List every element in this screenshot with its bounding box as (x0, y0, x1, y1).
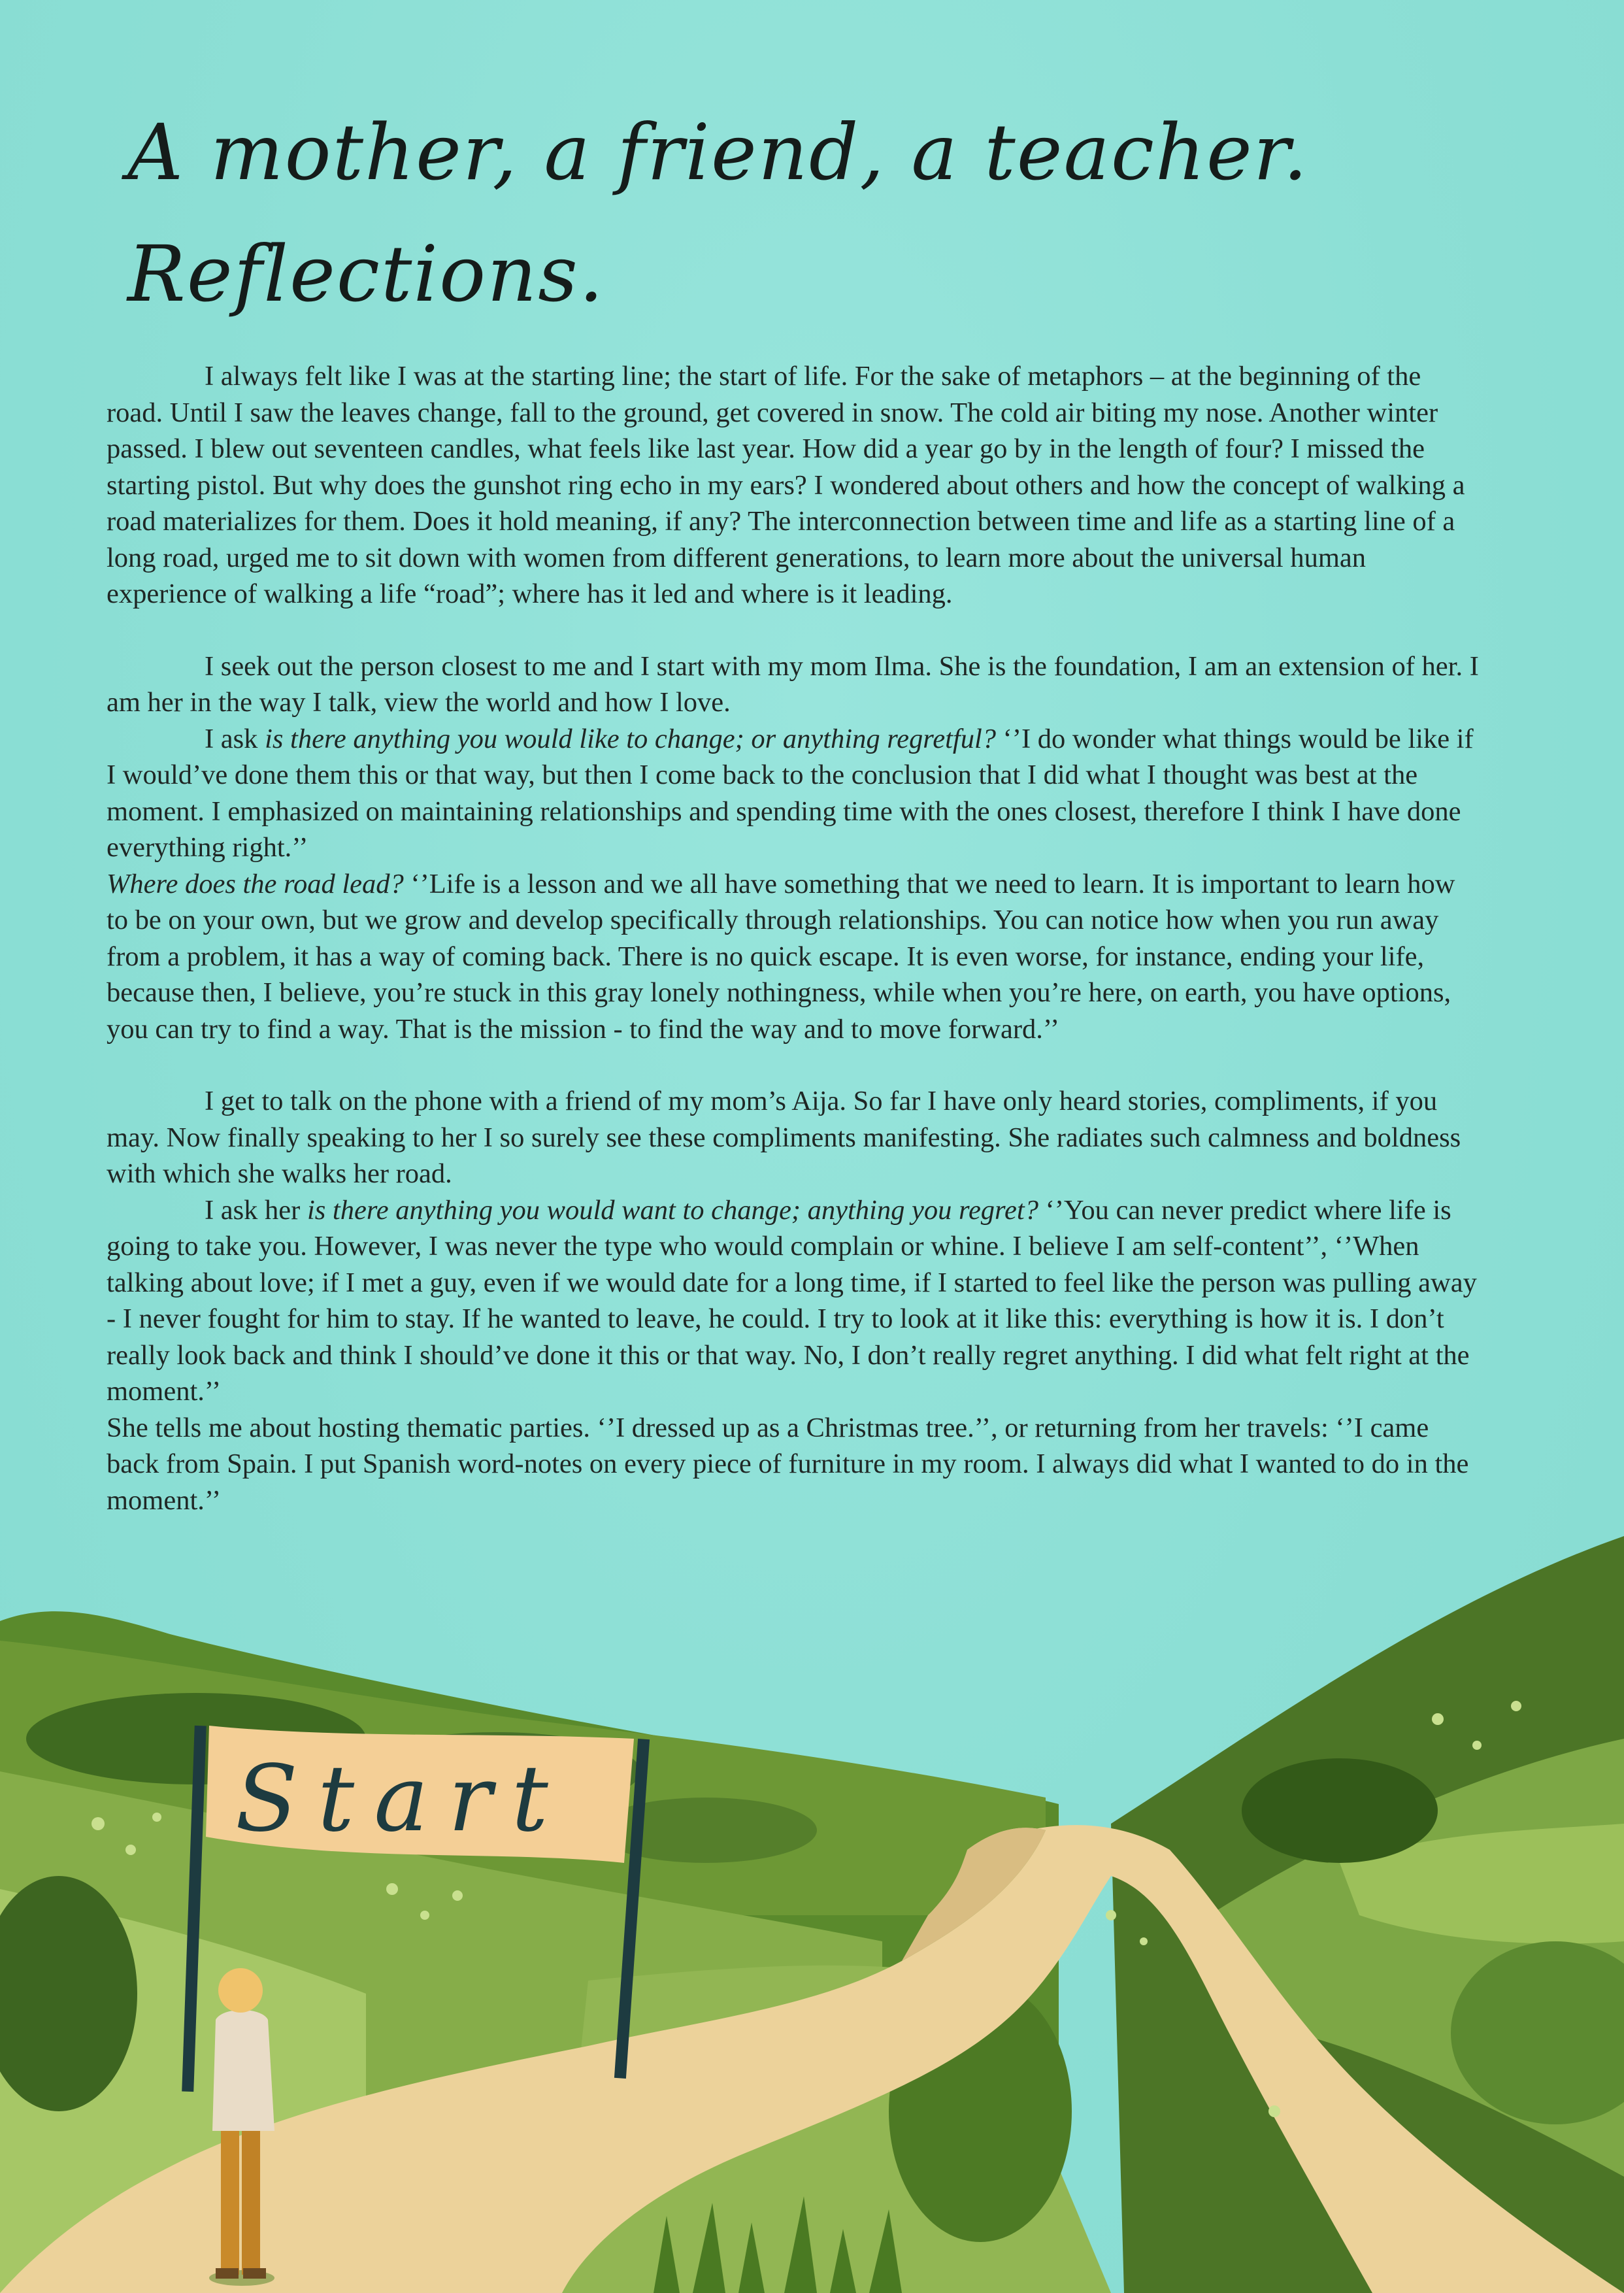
bush (1242, 1758, 1438, 1863)
paragraph-mom-road: Where does the road lead? ‘’Life is a lesson and we all have something that we need to learn. It is important to learn how to be on your own, but we grow and develop specifically through relationships. You can notice how when you run away from a problem, it has a way of coming back. There is no quick escape. It is even worse, for instance, ending your life, because then, I believe, you’re stuck in this gray lonely nothingness, while when you’re here, on earth, you have options, you can try to find a way. That is the mission - to find the way and to move forward.’’ (107, 868, 1455, 1045)
question-text: Where does the road lead? (107, 868, 404, 899)
article-body (107, 358, 1479, 1518)
start-sign-label: Start (235, 1746, 568, 1852)
paragraph-aija-parties: She tells me about hosting thematic parties. ‘’I dressed up as a Christmas tree.’’, or returning from her travels: ‘’I came back from Spain. I put Spanish word-notes on every piece of furniture in my room. I always did what I wanted to do in the moment.’’ (107, 1412, 1469, 1516)
paragraph-aija-regret: I ask her is there anything you would want to change; anything you regret? ‘’You can never predict where life is going to take you. However, I was never the type who would complain or whine. I believe I am self-content’’, ‘’When talking about love; if I met a guy, even if we would date for a long time, if I started to feel like the person was pulling away - I never fought for him to stay. If he wanted to leave, he could. I try to look at it like this: everything is how it is. I don’t really look back and think I should’ve done it this or that way. No, I don’t really regret anything. I did what felt right at the moment.’’ (107, 1194, 1477, 1407)
question-text: is there anything you would like to change; or anything regretful? (265, 723, 997, 754)
page-title (127, 92, 1434, 335)
road-illustration (0, 1523, 1624, 2293)
title-line-1: A mother, a friend, a teacher. (127, 107, 1309, 197)
paragraph-mom-intro: I seek out the person closest to me and I start with my mom Ilma. She is the foundation, I am an extension of her. I am her in the way I talk, view the world and how I love. (107, 650, 1479, 718)
paragraph-intro: I always felt like I was at the starting line; the start of life. For the sake of metaphors – at the beginning of the road. Until I saw the leaves change, fall to the ground, get covered in snow. The cold air biting my nose. Another winter passed. I blew out seventeen candles, what feels like last year. How did a year go by in the length of four? I missed the starting pistol. But why does the gunshot ring echo in my ears? I wondered about others and how the concept of walking a road materializes for them. Does it hold meaning, if any? The interconnection between time and life as a starting line of a long road, urged me to sit down with women from different generations, to learn more about the universal human experience of walking a life “road”; where has it led and where is it leading. (107, 361, 1465, 609)
paragraph-mom-regret: I ask is there anything you would like to change; or anything regretful? ‘’I do wonder what things would be like if I would’ve done them this or that way, but then I come back to the conclusion that I did what I thought was best at the moment. I emphasized on maintaining relationships and spending time with the ones closest, therefore I think I have done everything right.’’ (107, 723, 1474, 863)
question-text: is there anything you would want to change; anything you regret? (307, 1194, 1038, 1226)
paragraph-aija-intro: I get to talk on the phone with a friend of my mom’s Aija. So far I have only heard stories, compliments, if you may. Now finally speaking to her I so surely see these compliments manifesting. She radiates such calmness and boldness with which she walks her road. (107, 1086, 1461, 1189)
title-line-2: Reflections. (127, 229, 605, 319)
